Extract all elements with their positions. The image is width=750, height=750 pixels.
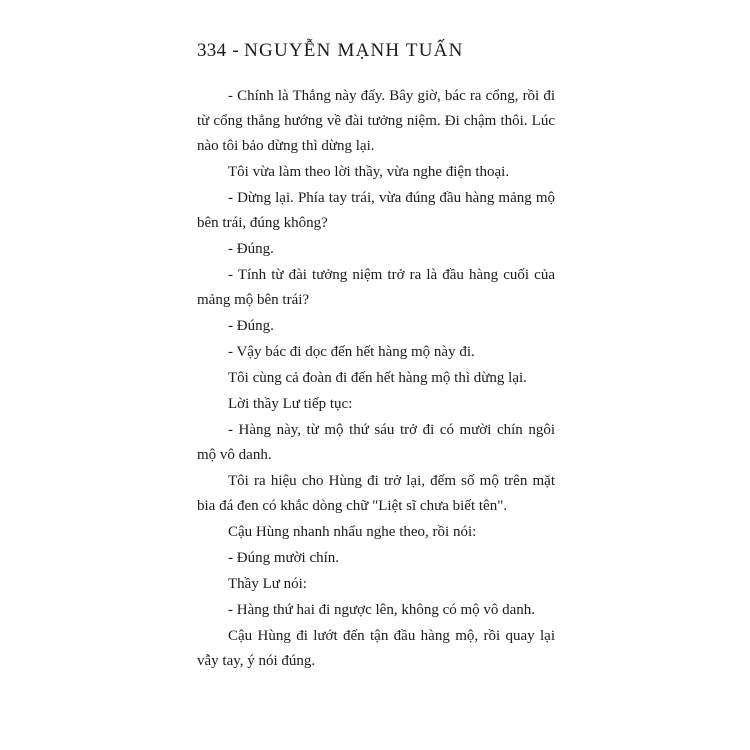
paragraph: - Tính từ đài tưởng niệm trở ra là đầu hàng cuối của mảng mộ bên trái? bbox=[197, 267, 555, 308]
paragraph: Tôi cùng cả đoàn đi đến hết hàng mộ thì dừng lại. bbox=[228, 370, 527, 386]
paragraph: Thầy Lư nói: bbox=[228, 576, 307, 592]
paragraph: Lời thầy Lư tiếp tục: bbox=[228, 396, 353, 412]
paragraph: Cậu Hùng đi lướt đến tận đầu hàng mộ, rồi quay lại vẫy tay, ý nói đúng. bbox=[197, 628, 555, 669]
paragraph: - Đúng mười chín. bbox=[228, 550, 340, 566]
paragraph: - Vậy bác đi dọc đến hết hàng mộ này đi. bbox=[228, 344, 475, 360]
body-text bbox=[197, 84, 555, 675]
author-name: NGUYỄN MẠNH TUẤN bbox=[244, 40, 464, 61]
paragraph: - Hàng thứ hai đi ngược lên, không có mộ vô danh. bbox=[228, 602, 536, 618]
paragraph: - Hàng này, từ mộ thứ sáu trở đi có mười chín ngôi mộ vô danh. bbox=[197, 422, 555, 463]
running-head bbox=[197, 40, 464, 62]
paragraph: - Dừng lại. Phía tay trái, vừa đúng đầu hàng mảng mộ bên trái, đúng không? bbox=[197, 190, 555, 231]
paragraph: - Chính là Thắng này đấy. Bây giờ, bác ra cổng, rồi đi từ cổng thẳng hướng về đài tưởng niệm. Đi chậm thôi. Lúc nào tôi bảo dừng thì dừng lại. bbox=[197, 88, 555, 154]
paragraph: Tôi ra hiệu cho Hùng đi trở lại, đếm số mộ trên mặt bia đá đen có khắc dòng chữ "Liệt sĩ chưa biết tên". bbox=[197, 473, 555, 514]
header-separator: - bbox=[232, 40, 240, 61]
paragraph: Tôi vừa làm theo lời thầy, vừa nghe điện thoại. bbox=[228, 164, 510, 180]
paragraph: - Đúng. bbox=[228, 241, 274, 257]
paragraph: Cậu Hùng nhanh nhẩu nghe theo, rồi nói: bbox=[228, 524, 477, 540]
paragraph: - Đúng. bbox=[228, 318, 274, 334]
page-number: 334 bbox=[197, 40, 227, 61]
